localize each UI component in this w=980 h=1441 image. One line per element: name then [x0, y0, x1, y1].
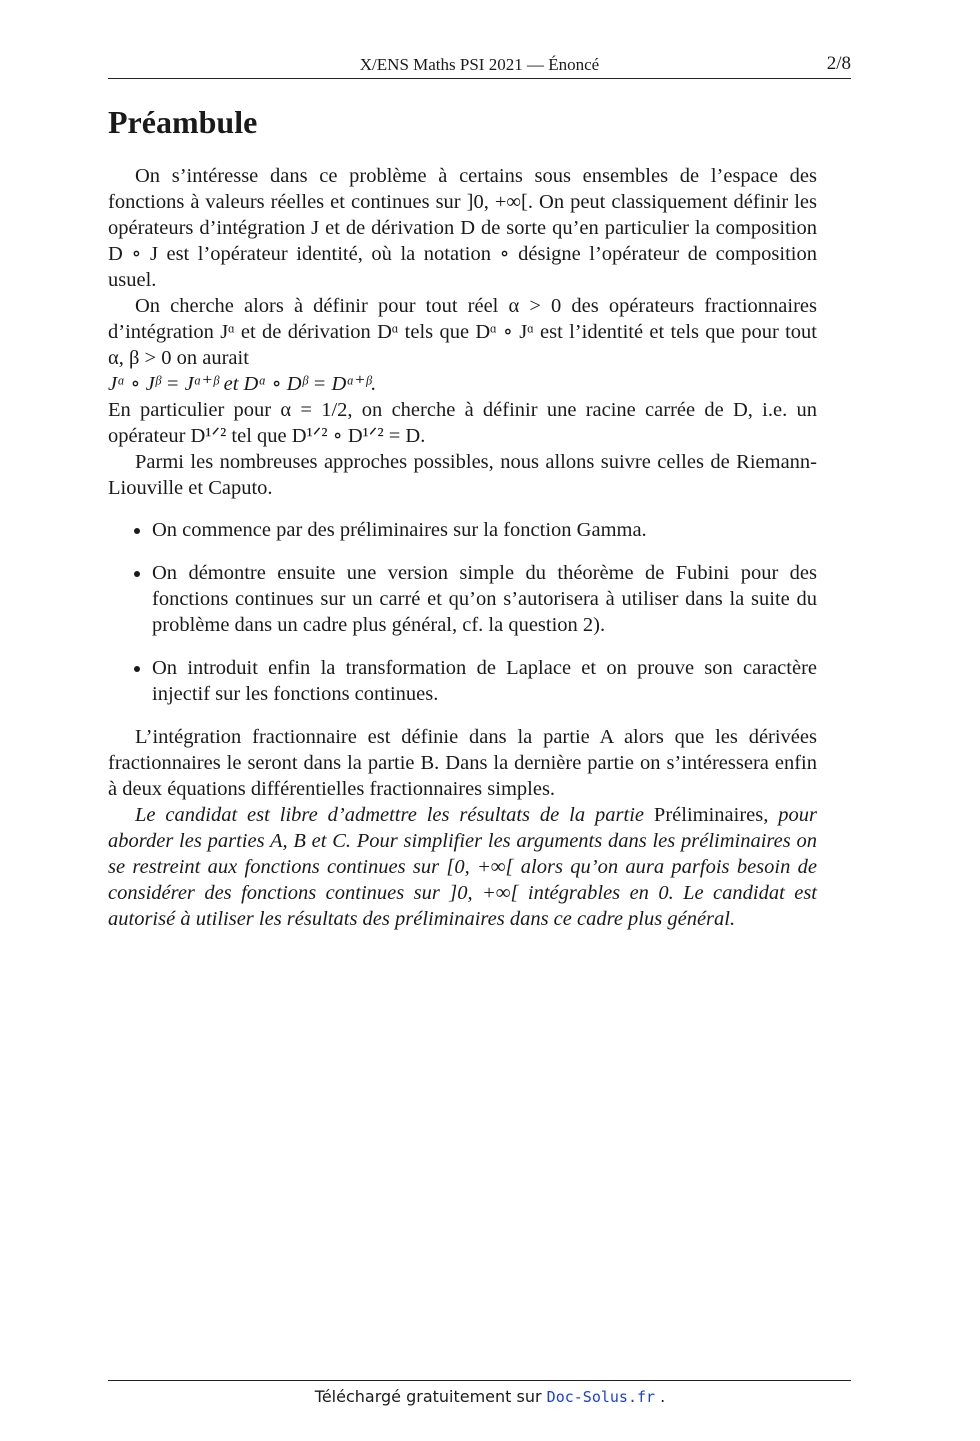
paragraph-candidate-note [108, 802, 817, 932]
display-equation: Jᵅ ∘ Jᵝ = Jᵅ⁺ᵝ et Dᵅ ∘ Dᵝ = Dᵅ⁺ᵝ. [108, 373, 377, 395]
footer-text: Téléchargé gratuitement sur [314, 1387, 547, 1406]
paragraph-intro: On s’intéresse dans ce problème à certains sous ensembles de l’espace des fonctions à valeurs réelles et continues sur ]0, +∞[. On peut classiquement définir les opérateurs d’intégration J et de dérivation D de sorte qu’en particulier la composition D ∘ J est l’opérateur identité, où la notation ∘ désigne l’opérateur de composition usuel. [108, 165, 817, 291]
page-footer [0, 1387, 980, 1406]
outline-list [108, 517, 817, 707]
note-text-a: Le candidat est libre d’admettre les résultats de la partie [135, 804, 654, 826]
note-preliminaires: Préliminaires [653, 804, 764, 826]
footer-suffix: . [655, 1387, 666, 1406]
paragraph-parts: L’intégration fractionnaire est définie dans la partie A alors que les dérivées fractionnaires le seront dans la partie B. Dans la dernière partie on s’intéressera enfin à deux équations différentielles fractionnaires simples. [108, 726, 817, 800]
header-title: X/ENS Maths PSI 2021 — Énoncé [359, 55, 600, 74]
paragraph-approaches: Parmi les nombreuses approches possibles, nous allons suivre celles de Riemann-Liouville et Caputo. [108, 451, 817, 499]
page-header [108, 52, 851, 79]
note-text-c: , pour aborder les parties A, B et C. Pour simplifier les arguments dans les préliminaires on se restreint aux fonctions continues sur [0, +∞[ alors qu’on aura parfois besoin de considérer des fonctions continues sur ]0, +∞[ intégrables en 0. Le candidat est autorisé à utiliser les résultats des préliminaires dans ce cadre plus général. [108, 804, 817, 930]
paragraph-fractional-operators: On cherche alors à définir pour tout réel α > 0 des opérateurs fractionnaires d’intégration Jᵅ et de dérivation Dᵅ tels que Dᵅ ∘ Jᵅ est l’identité et tels que pour tout α, β > 0 on aurait [108, 295, 817, 369]
paragraph-square-root: En particulier pour α = 1/2, on cherche à définir une racine carrée de D, i.e. un opérateur D¹ᐟ² tel que D¹ᐟ² ∘ D¹ᐟ² = D. [108, 399, 817, 447]
list-item: • On introduit enfin la transformation de Laplace et on prouve son caractère injectif sur les fonctions continues. [152, 655, 817, 707]
footer-divider [108, 1380, 851, 1381]
list-item: • On commence par des préliminaires sur la fonction Gamma. [152, 517, 817, 543]
section-title: Préambule [108, 104, 258, 140]
page-number: 2/8 [826, 53, 851, 74]
doc-solus-link[interactable]: Doc-Solus.fr [546, 1388, 656, 1406]
preamble-body [108, 163, 817, 932]
list-item: • On démontre ensuite une version simple du théorème de Fubini pour des fonctions continues sur un carré et qu’on s’autorisera à utiliser dans la suite du problème dans un cadre plus général, cf. la question 2). [152, 560, 817, 638]
